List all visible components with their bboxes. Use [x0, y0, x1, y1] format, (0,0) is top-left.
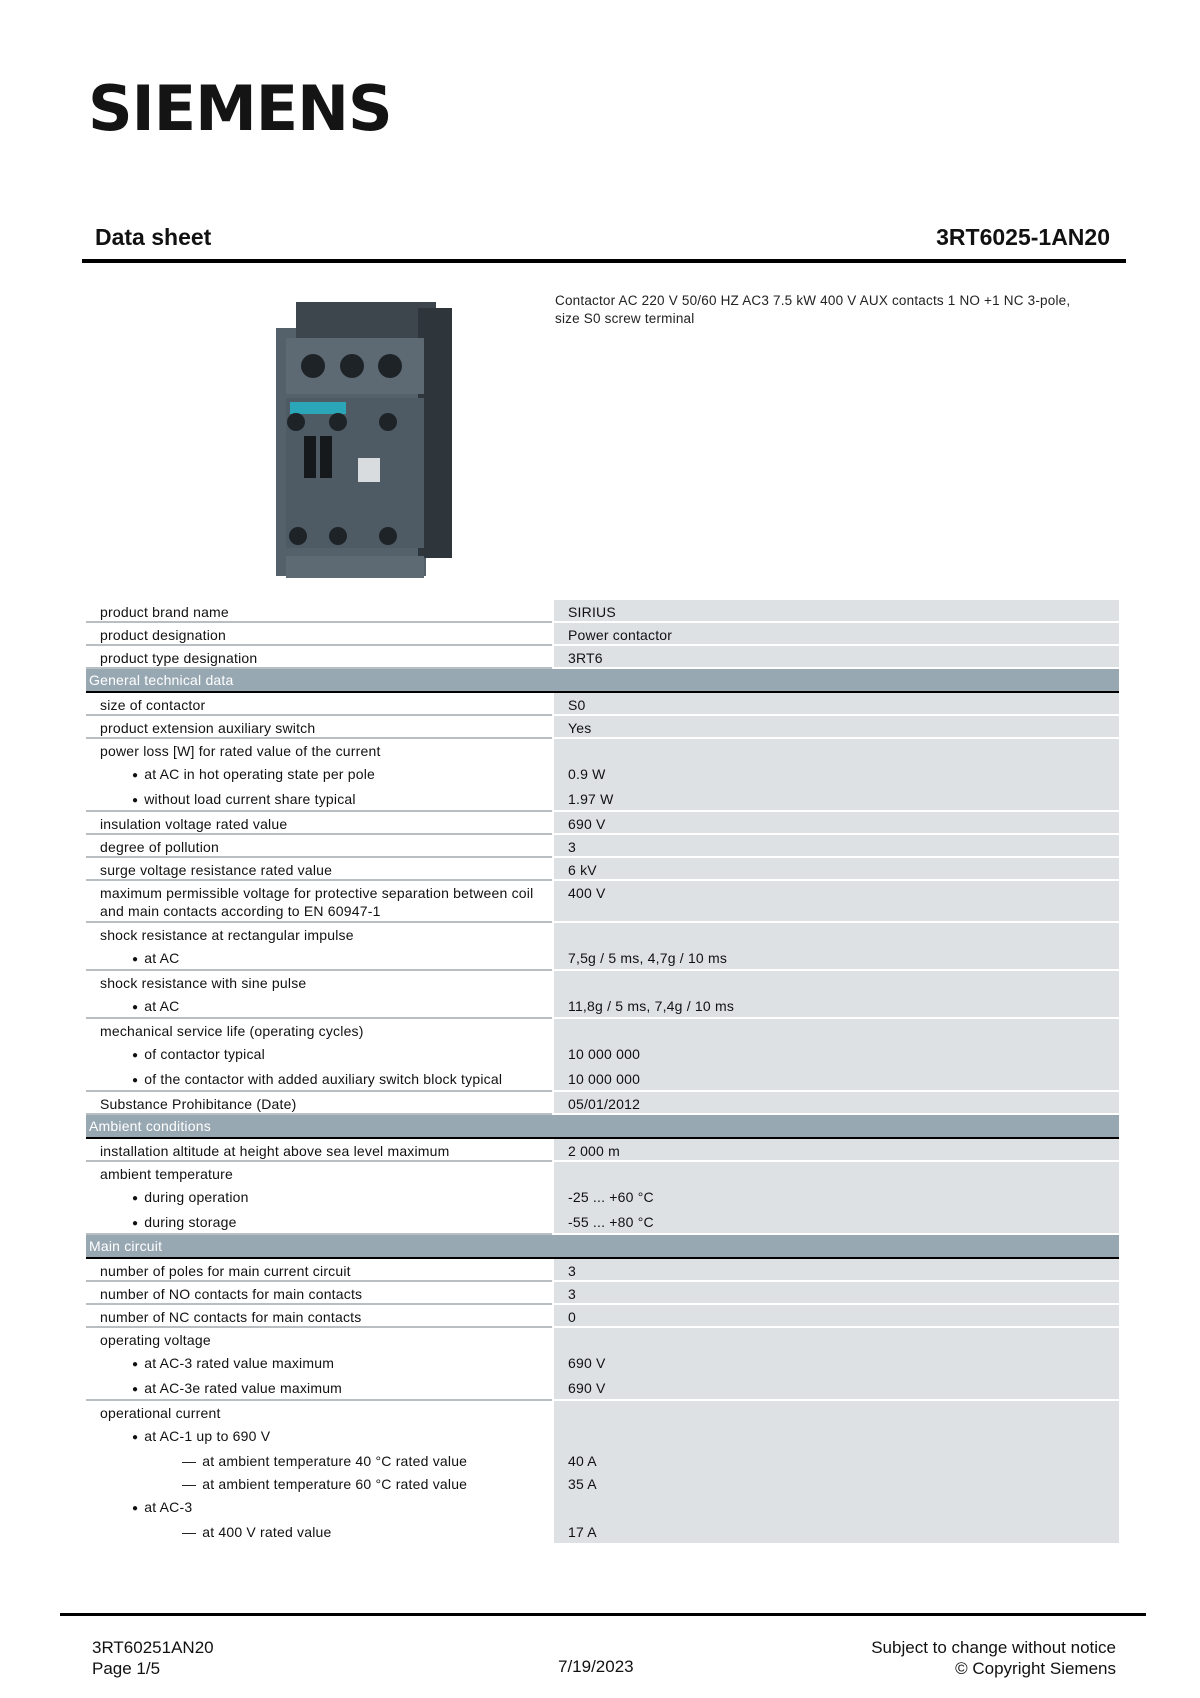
table-row: ● during storage -55 ... +80 °C: [86, 1210, 1119, 1235]
footer-copyright: © Copyright Siemens: [955, 1659, 1116, 1678]
bullet-icon: ●: [132, 1075, 139, 1086]
footer-right: [871, 1637, 1116, 1679]
table-row: product extension auxiliary switch Yes: [86, 716, 1119, 739]
footer-left: [92, 1637, 214, 1679]
table-row: ● during operation -25 ... +60 °C: [86, 1185, 1119, 1210]
table-row: ● at AC-1 up to 690 V: [86, 1424, 1119, 1449]
table-row: product brand name SIRIUS: [86, 600, 1119, 623]
table-row: ● of the contactor with added auxiliary switch block typical 10 000 000: [86, 1067, 1119, 1092]
header-rule: [82, 259, 1126, 263]
footer-page-number: Page 1/5: [92, 1659, 161, 1678]
table-row: product designation Power contactor: [86, 623, 1119, 646]
table-row: size of contactor S0: [86, 693, 1119, 716]
table-row: ● at AC 7,5g / 5 ms, 4,7g / 10 ms: [86, 946, 1119, 971]
table-row: mechanical service life (operating cycles): [86, 1019, 1119, 1042]
table-row: number of NO contacts for main contacts 3: [86, 1282, 1119, 1305]
table-row: ● at AC-3: [86, 1495, 1119, 1520]
table-row: degree of pollution 3: [86, 835, 1119, 858]
bullet-icon: ●: [132, 1432, 139, 1443]
table-row: product type designation 3RT6: [86, 646, 1119, 669]
section-header-ambient: Ambient conditions: [86, 1115, 1119, 1139]
table-row: surge voltage resistance rated value 6 kV: [86, 858, 1119, 881]
bullet-icon: ●: [132, 954, 139, 965]
table-row: number of poles for main current circuit 3: [86, 1259, 1119, 1282]
bullet-icon: ●: [132, 1050, 139, 1061]
table-row: ● at AC-3e rated value maximum 690 V: [86, 1376, 1119, 1401]
bullet-icon: ●: [132, 1503, 139, 1514]
table-row: power loss [W] for rated value of the current: [86, 739, 1119, 762]
doc-type-title: Data sheet: [95, 224, 212, 250]
bullet-icon: ●: [132, 1359, 139, 1370]
dash-icon: —: [182, 1524, 197, 1540]
table-row: — at ambient temperature 40 °C rated value 40 A: [86, 1449, 1119, 1472]
product-description: Contactor AC 220 V 50/60 HZ AC3 7.5 kW 400 V AUX contacts 1 NO +1 NC 3-pole, size S0 screw terminal: [555, 293, 1071, 326]
table-row: number of NC contacts for main contacts 0: [86, 1305, 1119, 1328]
dash-icon: —: [182, 1453, 197, 1469]
footer-rule: [60, 1613, 1146, 1616]
table-row: ● at AC in hot operating state per pole 0.9 W: [86, 762, 1119, 787]
table-row: ● at AC-3 rated value maximum 690 V: [86, 1351, 1119, 1376]
table-row: Substance Prohibitance (Date) 05/01/2012: [86, 1092, 1119, 1115]
table-row: ambient temperature: [86, 1162, 1119, 1185]
bullet-icon: ●: [132, 1193, 139, 1204]
table-row: insulation voltage rated value 690 V: [86, 812, 1119, 835]
dash-icon: —: [182, 1476, 197, 1492]
bullet-icon: ●: [132, 1384, 139, 1395]
part-number-title: 3RT6025-1AN20: [936, 224, 1110, 250]
table-row: — at ambient temperature 60 °C rated value 35 A: [86, 1472, 1119, 1495]
footer-date: 7/19/2023: [558, 1657, 634, 1676]
table-row: — at 400 V rated value 17 A: [86, 1520, 1119, 1543]
contactor-product-photo: [268, 298, 468, 586]
table-row: operational current: [86, 1401, 1119, 1424]
table-row: shock resistance at rectangular impulse: [86, 923, 1119, 946]
table-row: ● without load current share typical 1.97 W: [86, 787, 1119, 812]
table-row: ● of contactor typical 10 000 000: [86, 1042, 1119, 1067]
table-row: shock resistance with sine pulse: [86, 971, 1119, 994]
bullet-icon: ●: [132, 795, 139, 806]
siemens-logo: SIEMENS: [88, 72, 392, 145]
table-row: maximum permissible voltage for protective separation between coil and main contacts according to EN 60947-1 400 V: [86, 881, 1119, 923]
bullet-icon: ●: [132, 770, 139, 781]
section-header-general: General technical data: [86, 669, 1119, 693]
bullet-icon: ●: [132, 1218, 139, 1229]
section-header-main-circuit: Main circuit: [86, 1235, 1119, 1259]
footer-notice: Subject to change without notice: [871, 1638, 1116, 1657]
table-row: installation altitude at height above sea level maximum 2 000 m: [86, 1139, 1119, 1162]
table-row: ● at AC 11,8g / 5 ms, 7,4g / 10 ms: [86, 994, 1119, 1019]
spec-table: [86, 600, 1119, 1543]
table-row: operating voltage: [86, 1328, 1119, 1351]
footer-part-number: 3RT60251AN20: [92, 1638, 214, 1657]
bullet-icon: ●: [132, 1002, 139, 1013]
